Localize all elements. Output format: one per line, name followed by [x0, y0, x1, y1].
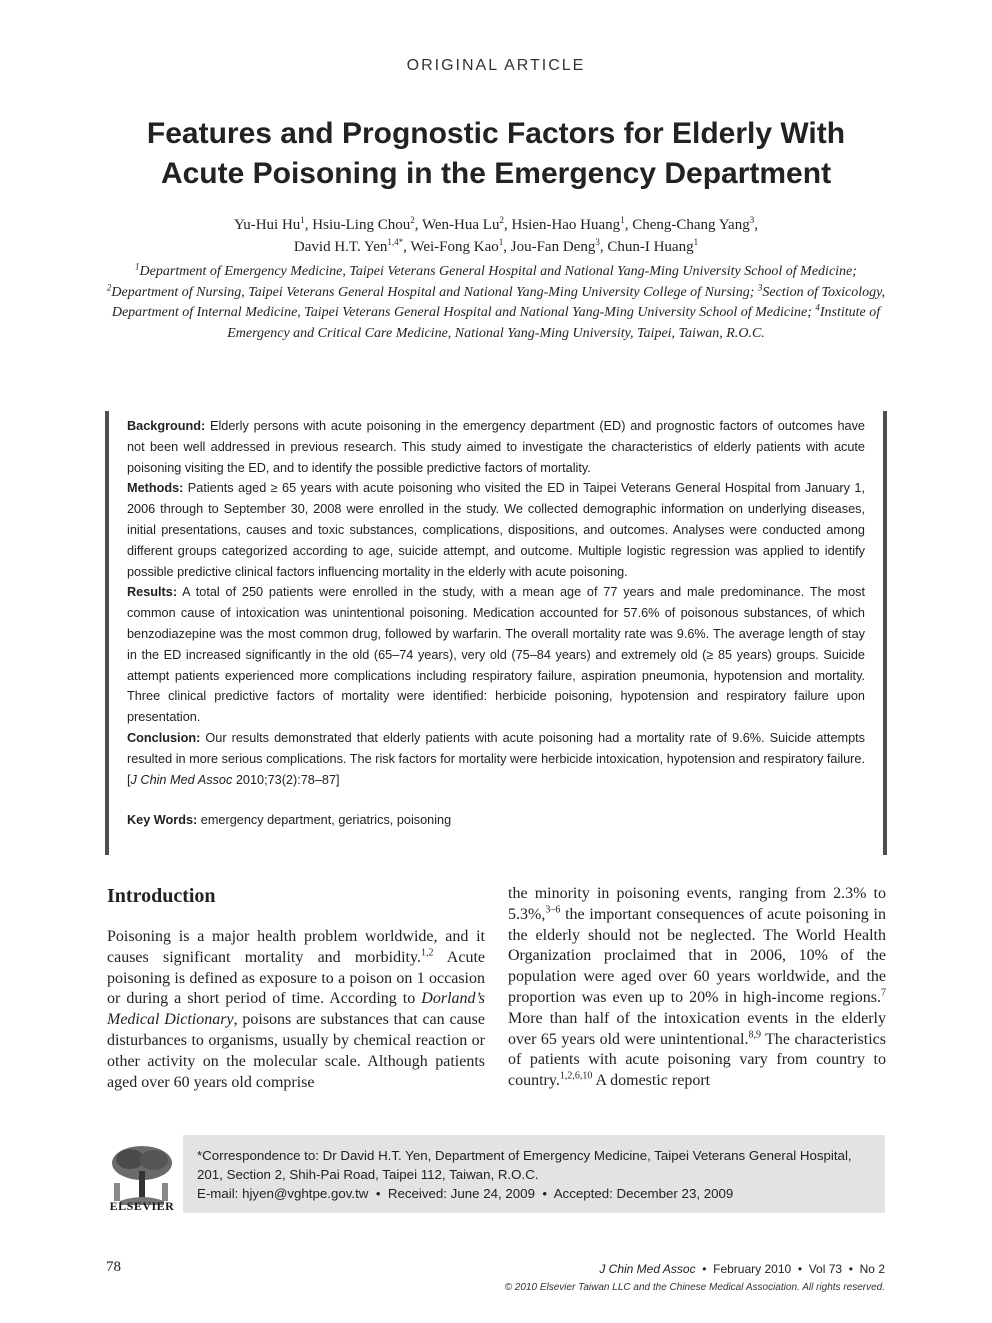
- issue-date: February 2010: [713, 1262, 792, 1276]
- abstract-text: A total of 250 patients were enrolled in the study, with a mean age of 77 years and male predominance. The most common cause of intoxication was unintentional poisoning. Medication accounted for 57.6% of poisonous substances, of which benzodiazepine was the most common drug, followed by warfarin. The overall mortality rate was 9.6%. The average length of stay in the ED increased significantly in the old (65–74 years), very old (75–84 years) and extremely old (≥ 85 years) groups. Suicide attempt patients experienced more complications including respiratory failure, aspiration pneumonia, hypotension and mortality. Three clinical predictive factors of mortality were identified: herbicide poisoning, hypotension and respiratory failure upon presentation.: [127, 585, 865, 725]
- reference-sup: 1,2: [420, 947, 434, 959]
- text-column-left: [107, 884, 485, 1093]
- reference-sup: 1,2,6,10: [559, 1070, 593, 1082]
- affil-sup: 2: [106, 281, 112, 292]
- article-title: [100, 114, 892, 194]
- abstract-label: Background:: [127, 419, 206, 433]
- copyright-notice: © 2010 Elsevier Taiwan LLC and the Chinese Medical Association. All rights reserved.: [504, 1282, 885, 1293]
- author-list: Yu-Hui Hu$^1$, Hsiu-Ling Chou$^2$, Wen-Hua Lu$^2$, Hsien-Hao Huang$^1$, Cheng-Chang Yang$^3$, David H.T. Yen$^{1,4*}$, Wei-Fong Kao$^1$, Jou-Fan Deng$^3$, Chun-I Huang$^1$: [234, 215, 758, 255]
- author: Jou-Fan Deng: [510, 239, 596, 255]
- author-affil-sup: 1: [300, 215, 305, 225]
- title-line: Features and Prognostic Factors for Elderly With: [146, 117, 846, 150]
- abstract-results: [127, 582, 865, 728]
- correspondence-dates: [197, 1184, 871, 1203]
- body-text: , poisons are substances that can cause disturbances to organisms, usually by chemical reaction or other activity on the molecular scale. Although patients aged over 60 years old comprise: [107, 1011, 485, 1091]
- abstract-label: Conclusion:: [127, 730, 201, 745]
- body-paragraph: [508, 884, 886, 1092]
- body-text: More than half of the intoxication events in the elderly over 65 years old were unintentional.: [508, 1009, 886, 1048]
- author: Cheng-Chang Yang: [632, 217, 750, 233]
- separator: •: [542, 1186, 548, 1201]
- accepted-date: Accepted: December 23, 2009: [553, 1186, 734, 1201]
- author: Hsien-Hao Huang: [511, 217, 621, 233]
- author-affil-sup: 1: [693, 237, 699, 247]
- body-text: the minority in poisoning events, ranging from 2.3% to 5.3%,: [508, 885, 886, 923]
- text-column-right: [508, 884, 886, 1092]
- body-text: A domestic report: [592, 1072, 711, 1090]
- affiliation: Institute of Emergency and Critical Care Medicine, National Yang-Ming University, Taipei, Taiwan, R.O.C.: [227, 305, 881, 341]
- author-affil-sup: 3: [595, 237, 600, 247]
- correspondence-box: [183, 1135, 885, 1213]
- reference-sup: 8,9: [748, 1029, 761, 1041]
- issue-number: No 2: [859, 1262, 885, 1276]
- citation-open: [: [127, 772, 131, 787]
- affiliation: Department of Nursing, Taipei Veterans General Hospital and National Yang-Ming University College of Nursing;: [111, 284, 755, 300]
- affil-sup: 4: [815, 302, 820, 313]
- body-text: Acute poisoning is defined as exposure to a poison on 1 occasion or during a short period of time. According to: [107, 948, 485, 1008]
- journal-name: J Chin Med Assoc: [599, 1262, 696, 1276]
- separator: •: [375, 1186, 381, 1201]
- citation-rest: 2010;73(2):78–87]: [235, 772, 340, 787]
- reference-sup: 7: [881, 987, 886, 999]
- affiliation: Section of Toxicology, Department of Internal Medicine, Taipei Veterans General Hospital and National Yang-Ming University School of Medicine;: [111, 284, 886, 320]
- body-text: the important consequences of acute poisoning in the elderly should not be neglected. The World Health Organization proclaimed that in 2006, 10% of the population were aged over 60 years worldwide, and the proportion was even up to 20% in high-income regions.: [508, 905, 886, 1006]
- author: David H.T. Yen: [293, 239, 388, 255]
- author-affil-sup: 2: [410, 215, 415, 225]
- abstract-label: Key Words:: [127, 813, 198, 828]
- abstract-conclusion: [127, 728, 865, 790]
- author-affil-sup: 1: [498, 237, 504, 247]
- author-affil-sup: 1,4*: [387, 237, 404, 247]
- abstract-background: [127, 416, 865, 478]
- separator: •: [848, 1262, 853, 1276]
- abstract-box: [105, 411, 887, 855]
- abstract-label: Results:: [127, 585, 178, 600]
- abstract-keywords: [127, 810, 865, 831]
- author: Chun-I Huang: [607, 239, 694, 255]
- abstract-text: Patients aged ≥ 65 years with acute poisoning who visited the ED in Taipei Veterans General Hospital from January 1, 2006 through to September 30, 2008 were enrolled in the study. We collected demographic information on underlying diseases, initial presentations, causes and toxic substances, complications, dispositions, and outcomes. Analyses were conducted among different groups categorized according to age, suicide attempt, and outcome. Multiple logistic regression was applied to identify possible predictive clinical factors influencing mortality in the elderly with acute poisoning.: [127, 481, 865, 579]
- book-title: Dorland’s Medical Dictionary: [107, 990, 485, 1029]
- body-text: The characteristics of patients with acute poisoning vary from country to country.: [508, 1030, 886, 1090]
- abstract-text: Our results demonstrated that elderly patients with acute poisoning had a mortality rate of 9.6%. Suicide attempts resulted in more serious complications. The risk factors for mortality were herbicide intoxication, hypotension and respiratory failure.: [127, 730, 865, 766]
- received-date: Received: June 24, 2009: [387, 1186, 535, 1201]
- abstract-methods: [127, 478, 865, 582]
- reference-sup: 3–6: [545, 904, 561, 916]
- author-affil-sup: 2: [499, 215, 504, 225]
- author-affil-sup: 1: [620, 215, 625, 225]
- abstract-label: Methods:: [127, 481, 184, 496]
- correspondence-address: *Correspondence to: Dr David H.T. Yen, Department of Emergency Medicine, Taipei Veterans General Hospital, 201, Section 2, Shih-Pai Road, Taipei 112, Taiwan, R.O.C.: [197, 1148, 852, 1182]
- affil-sup: 3: [757, 281, 763, 292]
- body-text: Poisoning is a major health problem worldwide, and it causes significant mortality and morbidity.: [107, 928, 485, 966]
- section-label: ORIGINAL ARTICLE: [406, 57, 586, 74]
- abstract-text: Elderly persons with acute poisoning in the emergency department (ED) and prognostic factors of outcomes have not been well addressed in previous research. This study aimed to investigate the characteristics of elderly patients with acute poisoning visiting the ED, and to identify the possible predictive factors of mortality.: [127, 419, 865, 475]
- author: Wen-Hua Lu: [421, 217, 500, 233]
- author-affil-sup: 3: [749, 215, 755, 225]
- author: Yu-Hui Hu: [234, 217, 301, 233]
- correspondence-email: E-mail: hjyen@vghtpe.gov.tw: [197, 1186, 369, 1201]
- title-line: Acute Poisoning in the Emergency Department: [160, 157, 832, 190]
- author: Hsiu-Ling Chou: [312, 217, 411, 233]
- journal-info: [599, 1262, 885, 1276]
- affiliation: Department of Emergency Medicine, Taipei Veterans General Hospital and National Yang-Ming University School of Medicine;: [139, 264, 857, 279]
- affil-sup: 1: [135, 261, 140, 272]
- author: Wei-Fong Kao: [410, 239, 499, 255]
- section-heading: Introduction: [107, 885, 216, 907]
- separator: •: [702, 1262, 707, 1276]
- volume: Vol 73: [808, 1262, 843, 1276]
- separator: •: [797, 1262, 803, 1276]
- citation-journal: J Chin Med Assoc: [130, 772, 233, 787]
- page-number: 78: [106, 1259, 121, 1275]
- body-paragraph: [107, 927, 485, 1093]
- keywords-text: emergency department, geriatrics, poisoning: [200, 813, 452, 828]
- publisher-logo-text: ELSEVIER: [109, 1199, 175, 1213]
- affiliations: [100, 262, 892, 344]
